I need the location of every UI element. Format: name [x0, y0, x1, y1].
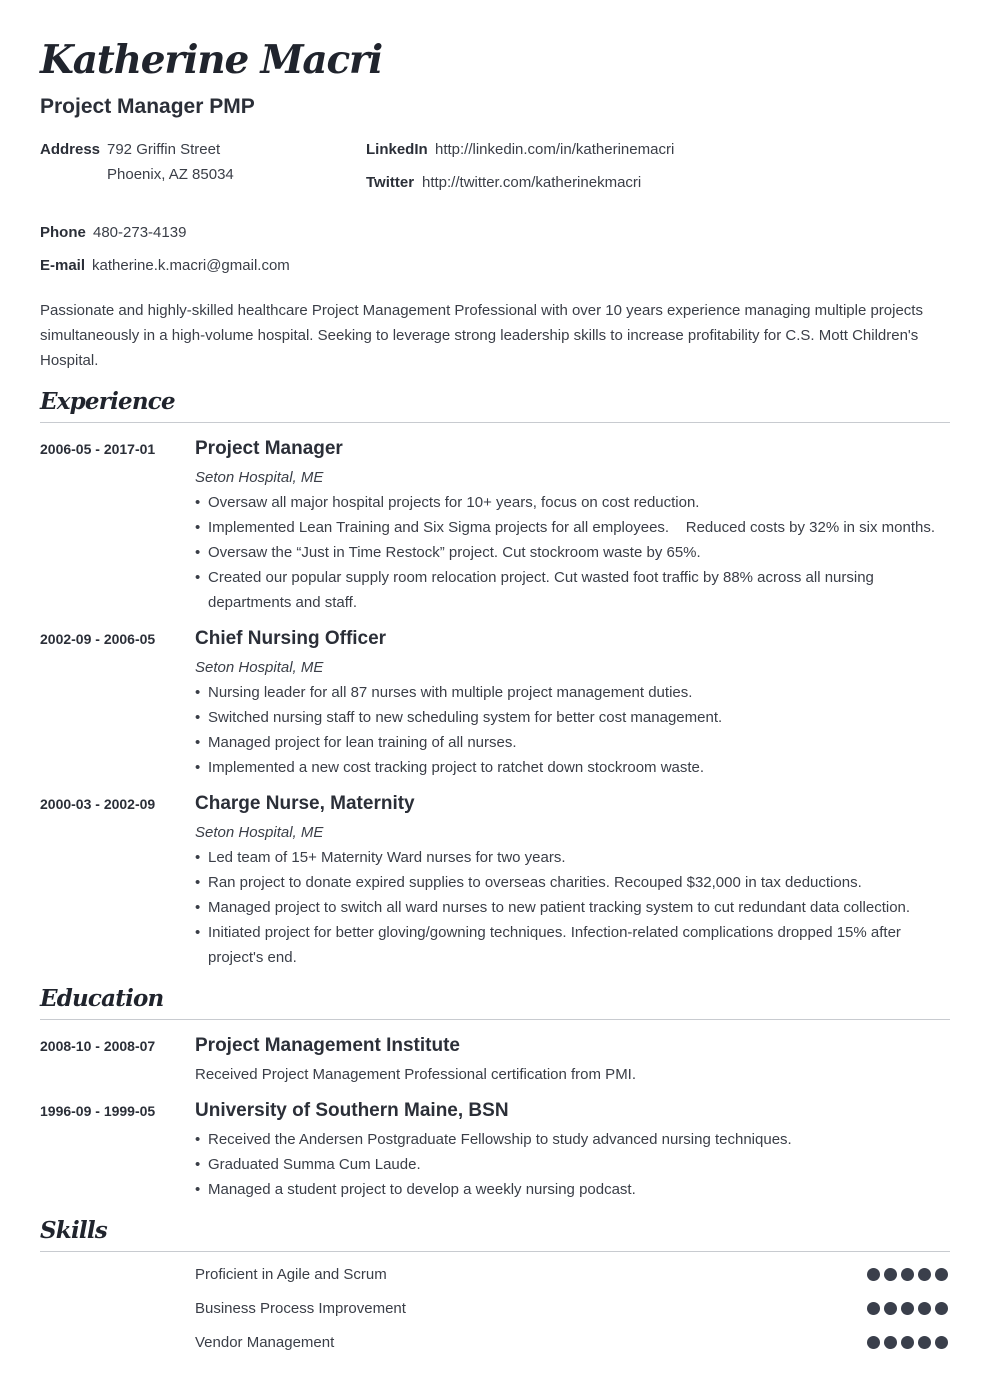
skills-divider	[40, 1251, 950, 1252]
list-item: • Switched nursing staff to new scheduling system for better cost management.	[195, 705, 940, 730]
skill-dot	[935, 1302, 948, 1315]
candidate-title: Project Manager PMP	[40, 95, 255, 118]
list-item: • Managed project for lean training of all nurses.	[195, 730, 940, 755]
list-item: • Implemented a new cost tracking project to ratchet down stockroom waste.	[195, 755, 940, 780]
list-item: • Nursing leader for all 87 nurses with multiple project management duties.	[195, 680, 940, 705]
education-bullets	[195, 1127, 940, 1202]
job-dates: 2000-03 - 2002-09	[40, 796, 156, 812]
skill-dot	[918, 1268, 931, 1281]
list-item: • Received the Andersen Postgraduate Fellowship to study advanced nursing techniques.	[195, 1127, 940, 1152]
list-item: • Created our popular supply room relocation project. Cut wasted foot traffic by 88% across all nursing departments and staff.	[195, 565, 895, 615]
skill-dot	[901, 1336, 914, 1349]
education-heading: Education	[40, 985, 164, 1012]
list-item: • Graduated Summa Cum Laude.	[195, 1152, 940, 1177]
skill-dot	[901, 1302, 914, 1315]
list-item: • Ran project to donate expired supplies to overseas charities. Recouped $32,000 in tax deductions.	[195, 870, 940, 895]
education-dates: 1996-09 - 1999-05	[40, 1103, 156, 1119]
skill-dot	[918, 1336, 931, 1349]
email-label: E-mail	[40, 257, 86, 274]
skill-rating	[867, 1268, 948, 1281]
job-dates: 2006-05 - 2017-01	[40, 441, 156, 457]
education-dates: 2008-10 - 2008-07	[40, 1038, 156, 1054]
address-label: Address	[40, 141, 101, 158]
linkedin-label: LinkedIn	[366, 141, 428, 158]
experience-divider	[40, 422, 950, 423]
skill-rating	[867, 1336, 948, 1349]
twitter-link[interactable]: http://twitter.com/katherinekmacri	[422, 174, 642, 191]
job-bullets	[195, 490, 940, 615]
list-item: • Implemented Lean Training and Six Sigma projects for all employees. Reduced costs by 32% in six months.	[195, 515, 940, 540]
job-company: Seton Hospital, ME	[195, 469, 324, 486]
skill-rating	[867, 1302, 948, 1315]
job-title: Chief Nursing Officer	[195, 628, 387, 649]
address-line1: 792 Griffin Street	[107, 141, 221, 158]
skill-dot	[918, 1302, 931, 1315]
skill-dot	[867, 1302, 880, 1315]
skill-dot	[935, 1336, 948, 1349]
linkedin-link[interactable]: http://linkedin.com/in/katherinemacri	[435, 141, 675, 158]
education-divider	[40, 1019, 950, 1020]
list-item: • Led team of 15+ Maternity Ward nurses for two years.	[195, 845, 940, 870]
candidate-name: Katherine Macri	[40, 37, 383, 83]
job-company: Seton Hospital, ME	[195, 659, 324, 676]
twitter-label: Twitter	[366, 174, 415, 191]
address-line2: Phoenix, AZ 85034	[107, 166, 234, 183]
summary-text: Passionate and highly-skilled healthcare Project Management Professional with over 10 years experience managing multiple projects simultaneously in a high-volume hospital. Seeking to leverage strong leadership skills to increase profitability for C.S. Mott Children's Hospital.	[40, 302, 923, 369]
skill-name: Vendor Management	[195, 1334, 335, 1351]
skill-dot	[867, 1268, 880, 1281]
phone-value: 480-273-4139	[93, 224, 187, 241]
education-school: Project Management Institute	[195, 1035, 460, 1056]
skill-name: Business Process Improvement	[195, 1300, 406, 1317]
skill-dot	[884, 1268, 897, 1281]
skill-name: Proficient in Agile and Scrum	[195, 1266, 387, 1283]
email-link[interactable]: katherine.k.macri@gmail.com	[92, 257, 290, 274]
skill-dot	[884, 1336, 897, 1349]
list-item: • Oversaw the “Just in Time Restock” project. Cut stockroom waste by 65%.	[195, 540, 940, 565]
job-bullets	[195, 680, 940, 780]
job-bullets	[195, 845, 940, 970]
job-dates: 2002-09 - 2006-05	[40, 631, 156, 647]
skill-dot	[867, 1336, 880, 1349]
list-item: • Initiated project for better gloving/gowning techniques. Infection-related complications dropped 15% after project's end.	[195, 920, 915, 970]
list-item: • Managed project to switch all ward nurses to new patient tracking system to cut redundant data collection.	[195, 895, 940, 920]
skill-dot	[901, 1268, 914, 1281]
skill-dot	[884, 1302, 897, 1315]
list-item: • Oversaw all major hospital projects for 10+ years, focus on cost reduction.	[195, 490, 940, 515]
education-detail: Received Project Management Professional certification from PMI.	[195, 1066, 637, 1083]
list-item: • Managed a student project to develop a weekly nursing podcast.	[195, 1177, 940, 1202]
job-title: Charge Nurse, Maternity	[195, 793, 415, 814]
skill-dot	[935, 1268, 948, 1281]
phone-label: Phone	[40, 224, 86, 241]
job-company: Seton Hospital, ME	[195, 824, 324, 841]
job-title: Project Manager	[195, 438, 343, 459]
skills-heading: Skills	[40, 1217, 107, 1244]
experience-heading: Experience	[40, 388, 175, 415]
education-school: University of Southern Maine, BSN	[195, 1100, 509, 1121]
